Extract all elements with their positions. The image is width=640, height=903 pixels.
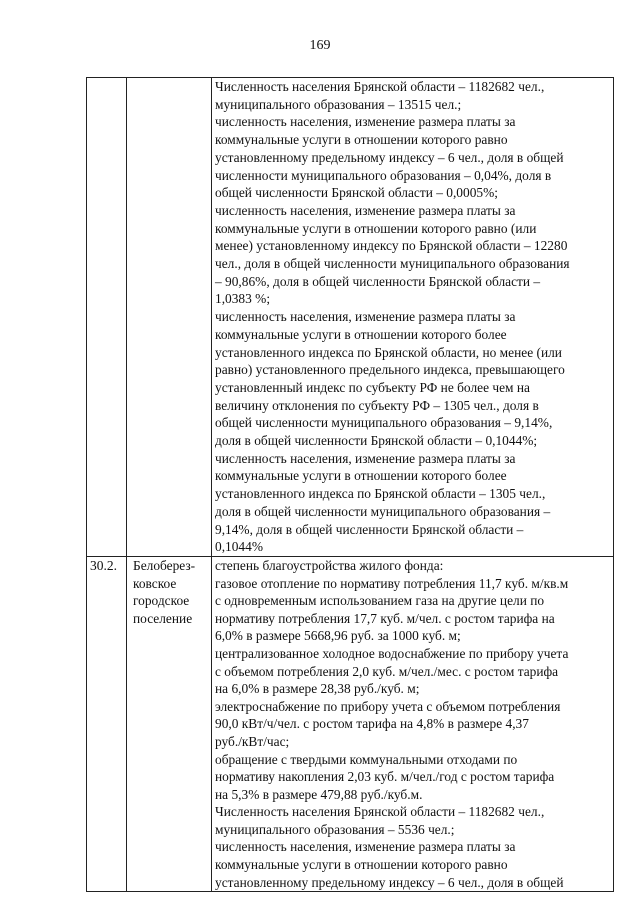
settlement-line: городское: [133, 593, 190, 609]
text-line: с одновременным использованием газа на другие цели по: [215, 593, 545, 609]
row-number-cell: [87, 556, 127, 891]
settlement-line: поселение: [133, 610, 193, 626]
text-line: коммунальные услуги в отношении которого равно (или: [215, 220, 537, 236]
text-line: коммунальные услуги в отношении которого равно: [215, 857, 508, 873]
description-cell: [212, 556, 614, 891]
text-line: с объемом потребления 2,0 куб. м/чел./мес. с ростом тарифа: [215, 663, 559, 679]
text-line: Численность населения Брянской области – 1182682 чел.,: [215, 79, 545, 94]
text-line: электроснабжение по прибору учета с объемом потребления: [215, 698, 561, 714]
text-line: обращение с твердыми коммунальными отходами по: [215, 751, 518, 767]
text-line: общей численности Брянской области – 0,0005%;: [215, 185, 498, 201]
text-line: доля в общей численности муниципального образования –: [215, 503, 551, 519]
text-line: муниципального образования – 5536 чел.;: [215, 821, 455, 837]
text-line: руб./кВт/час;: [215, 733, 290, 749]
text-line: нормативу потребления 17,7 куб. м/чел. с ростом тарифа на: [215, 610, 555, 626]
text-line: Численность населения Брянской области – 1182682 чел.,: [215, 804, 545, 820]
text-line: установленный индекс по субъекту РФ не более чем на: [215, 379, 530, 395]
settlement-name: [127, 557, 211, 627]
text-line: численность населения, изменение размера платы за: [215, 309, 516, 325]
text-line: коммунальные услуги в отношении которого более: [215, 468, 507, 484]
text-line: 9,14%, доля в общей численности Брянской области –: [215, 521, 524, 537]
text-line: численность населения, изменение размера платы за: [215, 839, 516, 855]
text-line: 0,1044%: [215, 539, 263, 555]
text-line: централизованное холодное водоснабжение по прибору учета: [215, 645, 569, 661]
text-line: 90,0 кВт/ч/чел. с ростом тарифа на 4,8% в размере 4,37: [215, 716, 529, 732]
description-text: [212, 78, 613, 556]
text-line: численность населения, изменение размера платы за: [215, 450, 516, 466]
document-table: [86, 77, 614, 892]
text-line: муниципального образования – 13515 чел.;: [215, 96, 462, 112]
text-line: общей численности муниципального образования – 9,14%,: [215, 415, 553, 431]
text-line: на 5,3% в размере 479,88 руб./куб.м.: [215, 786, 423, 802]
text-line: на 6,0% в размере 28,38 руб./куб. м;: [215, 681, 420, 697]
text-line: 1,0383 %;: [215, 291, 271, 307]
description-text: [212, 557, 613, 891]
settlement-cell: [127, 78, 212, 557]
text-line: чел., доля в общей численности муниципального образования: [215, 256, 570, 272]
row-number-cell: [87, 78, 127, 557]
settlement-cell: [127, 556, 212, 891]
text-line: газовое отопление по нормативу потребления 11,7 куб. м/кв.м: [215, 575, 569, 591]
text-line: менее) установленному индексу по Брянской области – 12280: [215, 238, 568, 254]
text-line: равно) установленного предельного индекса, превышающего: [215, 362, 565, 378]
row-number: 30.2.: [90, 557, 117, 573]
text-line: установленного индекса по Брянской области – 1305 чел.,: [215, 486, 546, 502]
text-line: численность населения, изменение размера платы за: [215, 202, 516, 218]
text-line: численности муниципального образования – 0,04%, доля в: [215, 167, 552, 183]
settlement-line: ковское: [133, 575, 177, 591]
text-line: 6,0% в размере 5668,96 руб. за 1000 куб. м;: [215, 628, 461, 644]
text-line: степень благоустройства жилого фонда:: [215, 557, 444, 573]
text-line: доля в общей численности Брянской области – 0,1044%;: [215, 433, 538, 449]
text-line: коммунальные услуги в отношении которого равно: [215, 132, 508, 148]
text-line: коммунальные услуги в отношении которого более: [215, 326, 507, 342]
text-line: установленного индекса по Брянской области, но менее (или: [215, 344, 562, 360]
text-line: установленному предельному индексу – 6 чел., доля в общей: [215, 149, 564, 165]
text-line: численность населения, изменение размера платы за: [215, 114, 516, 130]
page-number: 169: [309, 38, 331, 53]
text-line: установленному предельному индексу – 6 чел., доля в общей: [215, 874, 564, 890]
description-cell: [212, 78, 614, 557]
table-row: [87, 556, 614, 891]
text-line: величину отклонения по субъекту РФ – 1305 чел., доля в: [215, 397, 539, 413]
table-row: [87, 78, 614, 557]
settlement-line: Белоберез-: [133, 557, 196, 573]
text-line: нормативу накопления 2,03 куб. м/чел./год с ростом тарифа: [215, 769, 555, 785]
text-line: – 90,86%, доля в общей численности Брянской области –: [215, 273, 541, 289]
